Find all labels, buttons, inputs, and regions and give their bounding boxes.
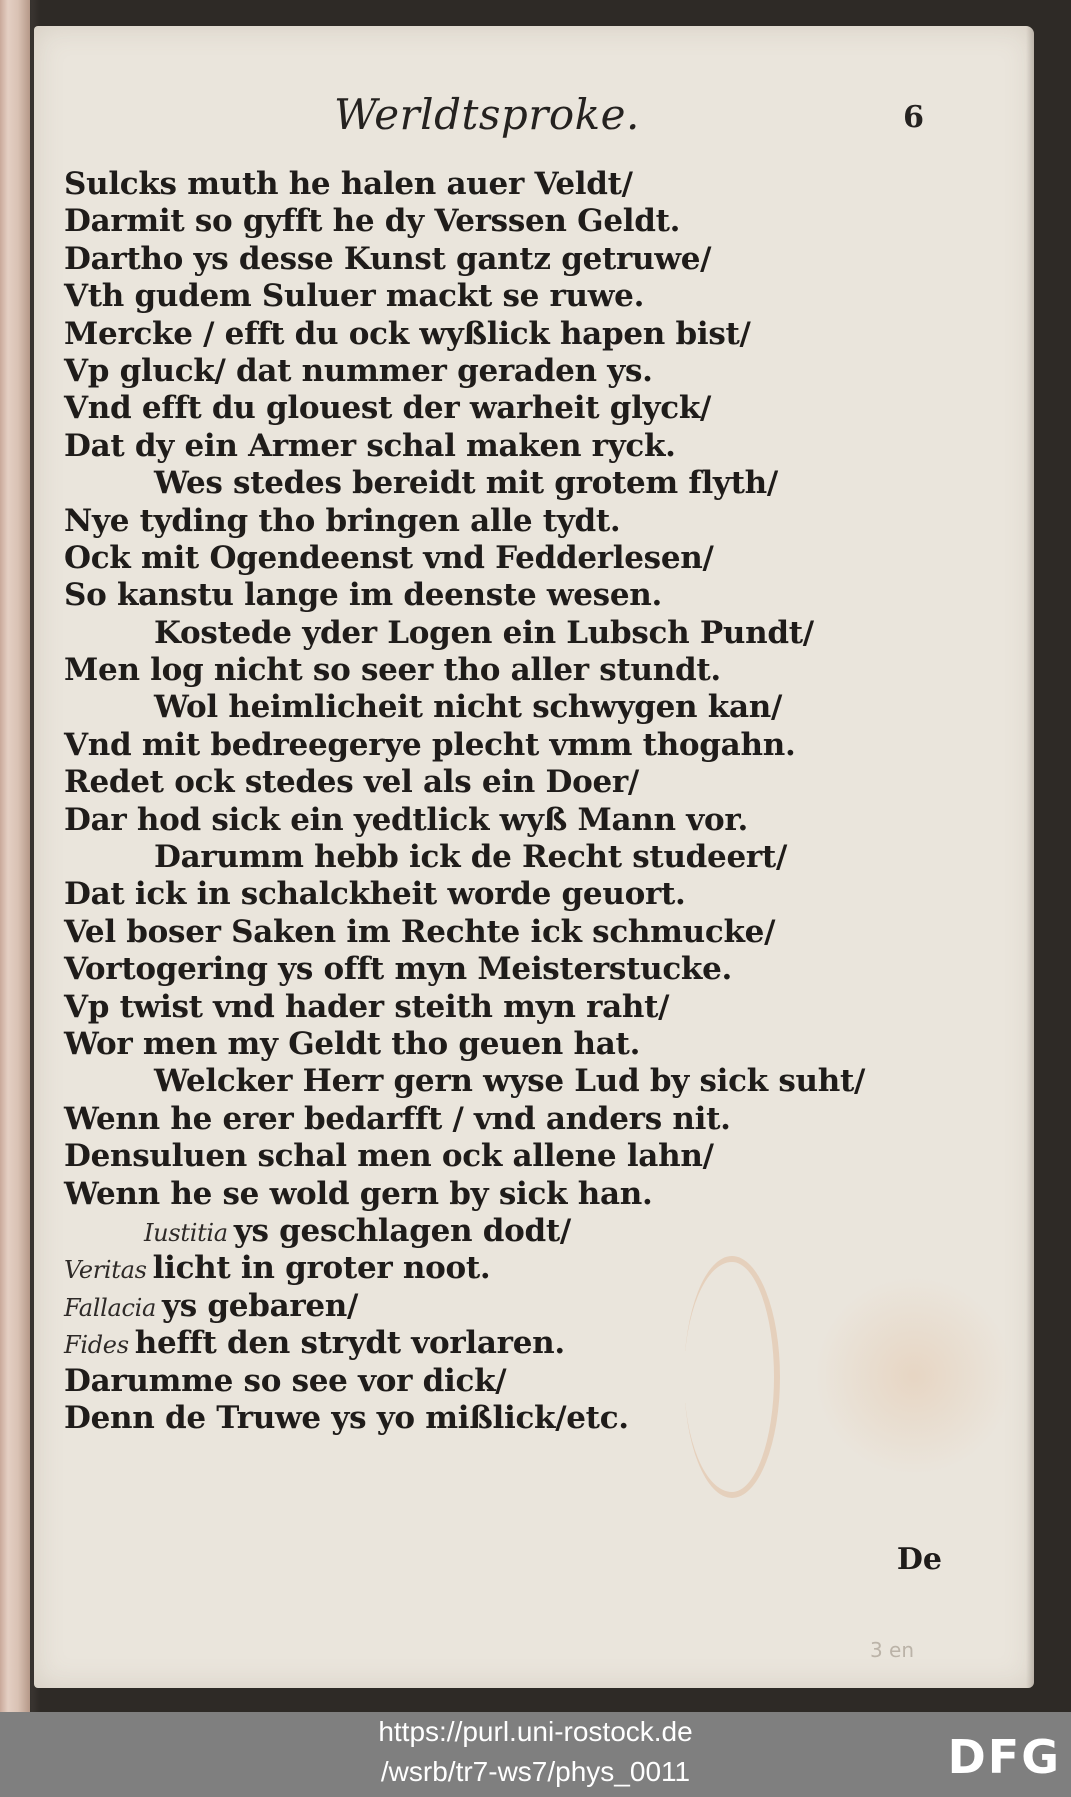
verse-line (64, 727, 944, 764)
page-shadow (1026, 26, 1034, 1688)
verse-line (64, 876, 944, 913)
verse-line (64, 316, 944, 353)
facing-page-edge (0, 0, 30, 1712)
verse-line (64, 203, 944, 240)
verse-line-text: Vp twist vnd hader steith myn raht/ (64, 988, 670, 1025)
verse-line (64, 1363, 944, 1400)
verse-line (64, 1288, 944, 1325)
verse-line (64, 1400, 944, 1437)
verse-line-text: Dat dy ein Armer schal maken ryck. (64, 427, 676, 464)
latin-word: Fallacia (64, 1293, 157, 1322)
verse-line-text: Wenn he erer bedarfft / vnd anders nit. (64, 1100, 731, 1137)
verse-line (64, 1063, 944, 1100)
verse-line-text: licht in groter noot. (152, 1250, 491, 1287)
verse-line-text: Wor men my Geldt tho geuen hat. (64, 1025, 641, 1062)
verse-line (64, 652, 944, 689)
verse-line (64, 1250, 944, 1287)
verse-line-text: Mercke / efft du ock wyßlick hapen bist/ (64, 315, 751, 352)
verse-line (64, 278, 944, 315)
verse-line-text: Dat ick in schalckheit worde geuort. (64, 876, 686, 913)
dfg-logo: DFG (947, 1730, 1061, 1784)
verse-line-text: Vp gluck/ dat nummer geraden ys. (64, 352, 653, 389)
verse-line (64, 428, 944, 465)
verse-line (64, 1101, 944, 1138)
verse-line (64, 689, 944, 726)
footer-bar (0, 1712, 1071, 1797)
verse-line-text: Wenn he se wold gern by sick han. (64, 1175, 653, 1212)
verse-line-text: Vortogering ys offt myn Meisterstucke. (64, 951, 733, 988)
verse-line (64, 1026, 944, 1063)
verse-line (64, 1138, 944, 1175)
latin-word: Fides (64, 1331, 129, 1360)
verse-line-text: hefft den strydt vorlaren. (134, 1325, 565, 1362)
verse-line-text: Kostede yder Logen ein Lubsch Pundt/ (154, 614, 814, 651)
verse-line (64, 802, 944, 839)
verse-line-text: Wol heimlicheit nicht schwygen kan/ (154, 689, 783, 726)
verse-line-text: ys gebaren/ (162, 1287, 359, 1324)
verse-line-text: Nye tyding tho bringen alle tydt. (64, 502, 621, 539)
verse-line-text: So kanstu lange im deenste wesen. (64, 577, 662, 614)
permalink-line-1[interactable]: https://purl.uni-rostock.de (378, 1716, 693, 1747)
verse-line-text: Darumm hebb ick de Recht studeert/ (154, 839, 787, 876)
verse-line-text: Denn de Truwe ys yo mißlick/etc. (64, 1399, 629, 1436)
running-head: Werldtsproke. (334, 90, 640, 139)
verse-line (64, 615, 944, 652)
verse-line-text: Wes stedes bereidt mit grotem flyth/ (154, 465, 778, 502)
verse-line (64, 353, 944, 390)
verse-line-text: ys geschlagen dodt/ (233, 1212, 571, 1249)
pencil-annotation: 3 en (869, 1638, 914, 1662)
verse-line-text: Dartho ys desse Kunst gantz getruwe/ (64, 240, 712, 277)
verse-line (64, 839, 944, 876)
verse-line (64, 1325, 944, 1362)
verse-line (64, 1176, 944, 1213)
verse-line (64, 577, 944, 614)
verse-line-text: Densuluen schal men ock allene lahn/ (64, 1138, 714, 1175)
verse-text (64, 166, 944, 1437)
verse-line (64, 989, 944, 1026)
verse-line-text: Sulcks muth he halen auer Veldt/ (64, 166, 633, 202)
verse-line-text: Vnd mit bedreegerye plecht vmm thogahn. (64, 726, 796, 763)
verse-line (64, 540, 944, 577)
folio-number: 6 (903, 100, 924, 135)
verse-line (64, 1213, 944, 1250)
verse-line (64, 390, 944, 427)
permalink-line-2[interactable]: /wsrb/tr7-ws7/phys_0011 (380, 1756, 691, 1787)
verse-line-text: Vel boser Saken im Rechte ick schmucke/ (64, 913, 776, 950)
verse-line (64, 503, 944, 540)
verse-line (64, 465, 944, 502)
verse-line (64, 166, 944, 203)
book-page (34, 26, 1034, 1688)
verse-line-text: Darumme so see vor dick/ (64, 1362, 507, 1399)
catchword: De (896, 1542, 942, 1577)
verse-line (64, 764, 944, 801)
verse-line-text: Redet ock stedes vel als ein Doer/ (64, 764, 639, 801)
verse-line-text: Vnd efft du glouest der warheit glyck/ (64, 390, 712, 427)
verse-line (64, 914, 944, 951)
verse-line (64, 241, 944, 278)
verse-line-text: Dar hod sick ein yedtlick wyß Mann vor. (64, 801, 748, 838)
verse-line (64, 951, 944, 988)
verse-line-text: Men log nicht so seer tho aller stundt. (64, 652, 721, 689)
latin-word: Veritas (64, 1256, 147, 1285)
verse-line-text: Ock mit Ogendeenst vnd Fedderlesen/ (64, 539, 714, 576)
verse-line-text: Darmit so gyfft he dy Verssen Geldt. (64, 203, 681, 240)
verse-line-text: Vth gudem Suluer mackt se ruwe. (64, 278, 645, 315)
latin-word: Iustitia (144, 1218, 228, 1247)
verse-line-text: Welcker Herr gern wyse Lud by sick suht/ (154, 1063, 866, 1100)
